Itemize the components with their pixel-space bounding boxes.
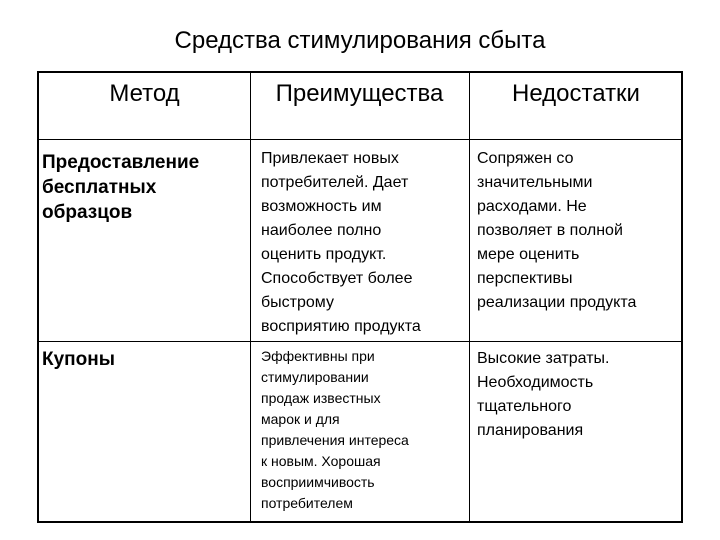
advantage-line: к новым. Хорошая bbox=[261, 453, 381, 469]
column-divider-2 bbox=[469, 73, 470, 521]
advantage-line: стимулировании bbox=[261, 369, 369, 385]
row-divider bbox=[39, 341, 681, 342]
advantage-line: Привлекает новых bbox=[261, 150, 399, 167]
table-row-2-disadvantages bbox=[477, 347, 683, 443]
method-line: образцов bbox=[42, 202, 133, 223]
method-line: бесплатных bbox=[42, 177, 157, 198]
disadvantage-line: Сопряжен со bbox=[477, 150, 574, 167]
disadvantage-line: тщательного bbox=[477, 398, 572, 415]
advantage-line: наиболее полно bbox=[261, 222, 382, 239]
advantage-line: быстрому bbox=[261, 294, 334, 311]
advantage-line: потребителем bbox=[261, 495, 353, 511]
disadvantage-line: перспективы bbox=[477, 270, 573, 287]
table-row-1-disadvantages bbox=[477, 147, 683, 315]
advantage-line: Эффективны при bbox=[261, 348, 375, 364]
header-method: Метод bbox=[109, 80, 180, 107]
advantage-line: привлечения интереса bbox=[261, 432, 409, 448]
advantage-line: возможность им bbox=[261, 198, 382, 215]
disadvantage-line: расходами. Не bbox=[477, 198, 587, 215]
disadvantage-line: позволяет в полной bbox=[477, 222, 623, 239]
table-row-2-advantages bbox=[261, 346, 467, 514]
methods-table bbox=[37, 71, 683, 523]
advantage-line: потребителей. Дает bbox=[261, 174, 409, 191]
disadvantage-line: планирования bbox=[477, 422, 584, 439]
header-divider bbox=[39, 139, 681, 140]
table-row-2-method bbox=[42, 347, 250, 372]
disadvantage-line: значительными bbox=[477, 174, 593, 191]
slide-title: Средства стимулирования сбыта bbox=[174, 27, 546, 54]
advantage-line: оценить продукт. bbox=[261, 246, 387, 263]
disadvantage-line: мере оценить bbox=[477, 246, 580, 263]
method-line: Предоставление bbox=[42, 152, 200, 173]
header-advantages: Преимущества bbox=[275, 80, 444, 107]
method-line: Купоны bbox=[42, 349, 115, 370]
disadvantage-line: Высокие затраты. bbox=[477, 350, 610, 367]
disadvantage-line: Необходимость bbox=[477, 374, 594, 391]
table-row-1-method bbox=[42, 150, 250, 225]
table-row-1-advantages bbox=[261, 147, 467, 339]
advantage-line: продаж известных bbox=[261, 390, 381, 406]
advantage-line: восприятию продукта bbox=[261, 318, 421, 335]
column-divider-1 bbox=[250, 73, 251, 521]
advantage-line: восприимчивость bbox=[261, 474, 375, 490]
advantage-line: Способствует более bbox=[261, 270, 413, 287]
header-disadvantages: Недостатки bbox=[512, 80, 640, 107]
advantage-line: марок и для bbox=[261, 411, 340, 427]
disadvantage-line: реализации продукта bbox=[477, 294, 637, 311]
